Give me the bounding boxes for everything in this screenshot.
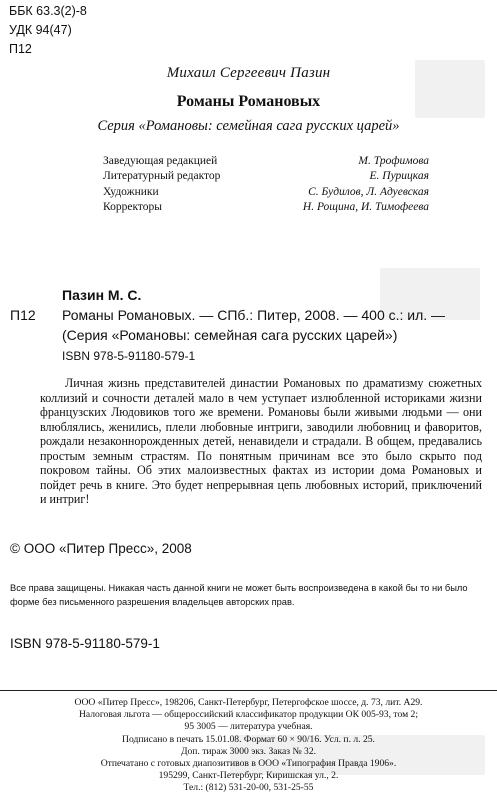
catalog-series-line: (Серия «Романовы: семейная сага русских царей») [62,327,398,343]
catalog-index: П12 [10,307,36,323]
imprint-line: ООО «Питер Пресс», 198206, Санкт-Петербург, Петергофское шоссе, д. 73, лит. А29. [74,697,423,708]
credit-row [103,200,429,215]
imprint-line: Тел.: (812) 531-20-00, 531-25-55 [183,782,314,794]
catalog-author: Пазин М. С. [62,287,142,303]
credit-name: Е. Пурицкая [369,170,429,183]
catalog-isbn: ISBN 978-5-91180-579-1 [62,349,196,363]
printing-imprint [0,697,497,795]
isbn-bottom: ISBN 978-5-91180-579-1 [10,636,160,651]
bbk-code: ББК 63.3(2)-8 [9,4,87,18]
credit-role: Литературный редактор [103,170,221,183]
credits-list [103,154,429,216]
author-full-name: Михаил Сергеевич Пазин [166,65,331,81]
credit-name: С. Будилов, Л. Адуевская [308,185,429,198]
credit-name: Н. Рощина, И. Тимофеева [302,201,429,214]
imprint-line: Доп. тираж 3000 экз. Заказ № 32. [180,745,317,757]
rights-notice: Все права защищены. Никакая часть данной книги не может быть воспроизведена в какой бы то ни было форме без письменного разрешения владельцев авторских прав. [10,583,468,607]
imprint-line: Подписано в печать 15.01.08. Формат 60 × 90/16. Усл. п. л. 25. [122,733,375,745]
credit-role: Корректоры [103,201,162,214]
credit-role: Художники [103,185,159,198]
divider [0,690,497,691]
imprint-line: 195299, Санкт-Петербург, Киришская ул., 2. [158,770,339,782]
credit-row [103,154,429,169]
credit-role: Заведующая редакцией [103,155,218,167]
imprint-line: Отпечатано с готовых диапозитивов в ООО «Типография Правда 1906». [100,758,397,770]
copyright-notice: © ООО «Питер Пресс», 2008 [10,541,192,556]
imprint-line: Налоговая льгота — общероссийский классификатор продукции ОК 005-93, том 2; [78,709,419,721]
author-index-code: П12 [9,42,32,56]
catalog-line: Романы Романовых. — СПб.: Питер, 2008. — 400 с.: ил. — [62,307,446,323]
series-title: Серия «Романовы: семейная сага русских царей» [97,118,400,134]
library-codes [9,2,87,59]
udk-code: УДК 94(47) [9,23,72,37]
book-title: Романы Романовых [176,93,321,110]
imprint-line: 95 3005 — литература учебная. [184,721,313,733]
abstract-paragraph: Личная жизнь представителей династии Романовых по драматизму сюжетных коллизий и сочности деталей мало в чем уступает излюбленной историками жизни французских Людовиков того же времени. Романовы были живыми людьми — они влюблялись, женились, плели любовные интриги, заводили любовниц и фаворитов, рождали незаконнорожденных детей, ненавидели и страдали. В общем, предавались простым земным страстям. По понятным причинам все это было скрыто под покровом тайны. Об этих малоизвестных фактах из истории дома Романовых и пойдет речь в книге. Это будет непрерывная цепь любовных историй, приключений и интриг! [40,376,482,506]
credit-name: М. Трофимова [358,155,429,167]
credit-row [103,185,429,200]
credit-row [103,169,429,184]
